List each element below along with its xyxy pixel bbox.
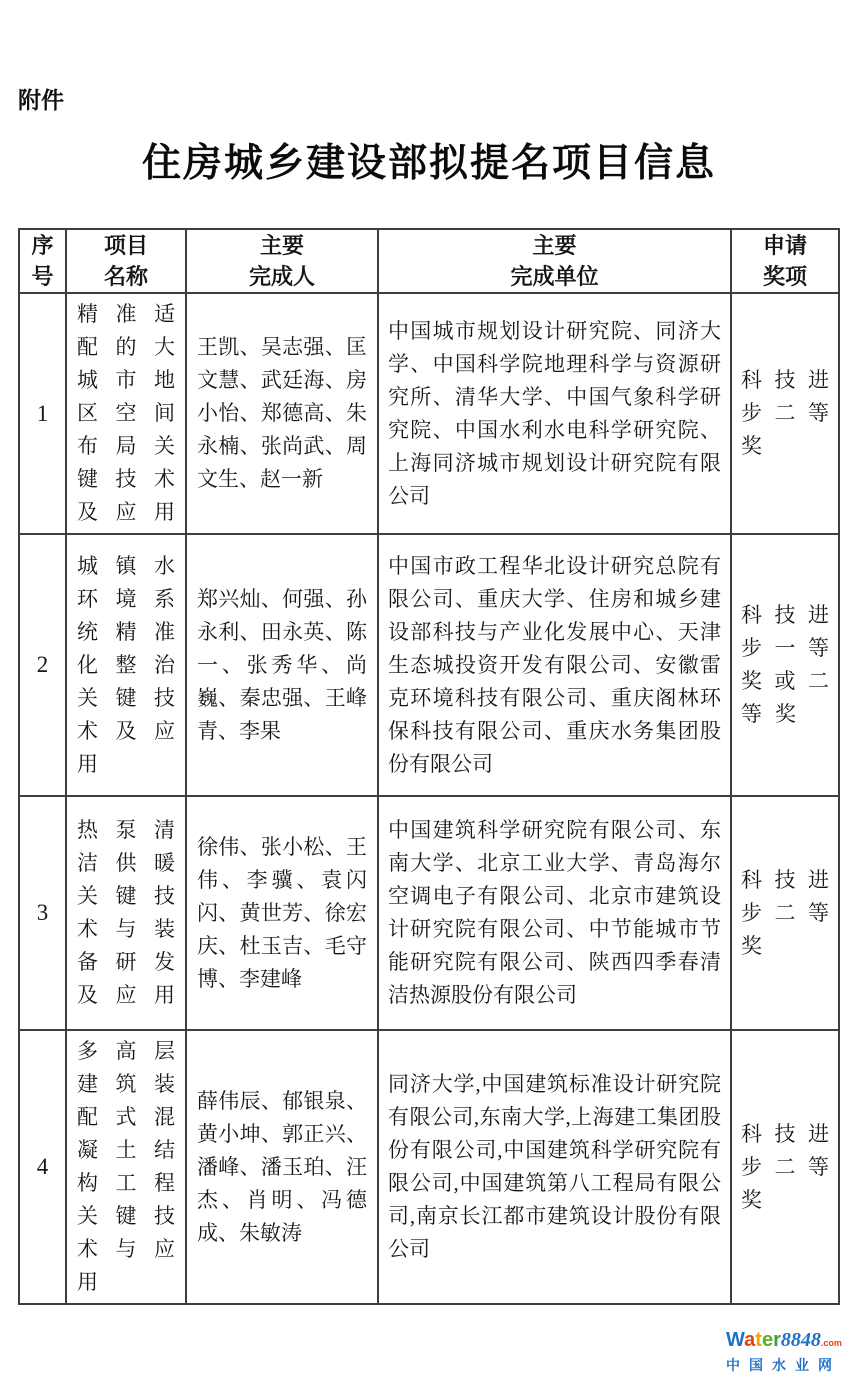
award-text: 科 技 进 步 一 等 奖 或 二 等 奖 <box>741 603 829 726</box>
page-title: 住房城乡建设部拟提名项目信息 <box>141 142 716 185</box>
cell-award <box>731 1030 839 1304</box>
header-row <box>19 229 839 293</box>
header-line: 奖项 <box>762 264 807 289</box>
table-row <box>19 796 839 1030</box>
cell-no: 1 <box>19 293 66 534</box>
cell-units: 中国城市规划设计研究院、同济大学、中国科学院地理科学与资源研究所、清华大学、中国气象科学研究院、中国水利水电科学研究院、上海同济城市规划设计研究院有限公司 <box>378 293 731 534</box>
cell-people: 郑兴灿、何强、孙永利、田永英、陈一、张秀华、尚巍、秦忠强、王峰青、李果 <box>186 534 378 796</box>
cell-award <box>731 534 839 796</box>
cell-project-name <box>66 293 186 534</box>
award-text: 科 技 进 步 二 等 奖 <box>741 867 829 958</box>
cell-people: 徐伟、张小松、王伟、李骥、袁闪闪、黄世芳、徐宏庆、杜玉吉、毛守博、李建峰 <box>186 796 378 1030</box>
cell-no: 3 <box>19 796 66 1030</box>
header-line: 完成单位 <box>510 264 599 289</box>
cell-project-name <box>66 1030 186 1304</box>
logo-wordmark <box>726 1330 848 1354</box>
header-people <box>186 229 378 293</box>
logo-subtitle: 中国水业网 <box>726 1357 841 1373</box>
header-line: 申请 <box>762 233 807 258</box>
logo-tld: .com <box>820 1338 842 1348</box>
logo-number: 8848 <box>780 1329 821 1351</box>
header-project-name <box>66 229 186 293</box>
header-line: 号 <box>31 264 54 289</box>
cell-units: 中国建筑科学研究院有限公司、东南大学、北京工业大学、青岛海尔空调电子有限公司、北京市建筑设计研究院有限公司、中节能城市节能研究院有限公司、陕西四季春清洁热源股份有限公司 <box>378 796 731 1030</box>
cell-no: 4 <box>19 1030 66 1304</box>
cell-no: 2 <box>19 534 66 796</box>
header-line: 序 <box>31 233 54 258</box>
project-name-text: 热 泵 清 洁 供 暖 关 键 技 术 与 装 备 研 发 及 应 用 <box>77 818 175 1007</box>
project-name-text: 城 镇 水 环 境 系 统 精 准 化 整 治 关 键 技 术 及 应 用 <box>77 553 175 776</box>
award-text: 科 技 进 步 二 等 奖 <box>741 1121 829 1212</box>
cell-project-name <box>66 796 186 1030</box>
award-text: 科 技 进 步 二 等 奖 <box>741 368 829 458</box>
cell-award <box>731 293 839 534</box>
header-no <box>19 229 66 293</box>
header-line: 项目 <box>103 233 148 258</box>
header-line: 完成人 <box>248 264 315 289</box>
logo-brand-letters: Water <box>726 1329 781 1351</box>
project-name-text: 精 准 适 配 的 大 城 市 地 区 空 间 布 局 关 键 技 术 及 应 用 <box>77 302 175 524</box>
cell-project-name <box>66 534 186 796</box>
cell-people: 薛伟辰、郁银泉、黄小坤、郭正兴、潘峰、潘玉珀、汪杰、肖明、冯德成、朱敏涛 <box>186 1030 378 1304</box>
cell-units: 中国市政工程华北设计研究总院有限公司、重庆大学、住房和城乡建设部科技与产业化发展中心、天津生态城投资开发有限公司、安徽雷克环境科技有限公司、重庆阁林环保科技有限公司、重庆水务集团股份有限公司 <box>378 534 731 796</box>
projects-table <box>18 228 840 1305</box>
cell-award <box>731 796 839 1030</box>
header-award <box>731 229 839 293</box>
cell-units: 同济大学,中国建筑标准设计研究院有限公司,东南大学,上海建工集团股份有限公司,中国建筑科学研究院有限公司,中国建筑第八工程局有限公司,南京长江都市建筑设计股份有限公司 <box>378 1030 731 1304</box>
header-line: 主要 <box>532 233 577 258</box>
project-name-text: 多 高 层 建 筑 装 配 式 混 凝 土 结 构 工 程 关 键 技 术 与 应 用 <box>77 1039 175 1294</box>
table-row <box>19 293 839 534</box>
attachment-label: 附件 <box>18 87 64 113</box>
header-line: 主要 <box>259 233 304 258</box>
water8848-logo <box>726 1330 848 1375</box>
header-line: 名称 <box>103 264 148 289</box>
table-row <box>19 1030 839 1304</box>
table-row <box>19 534 839 796</box>
cell-people: 王凯、吴志强、匡文慧、武廷海、房小怡、郑德高、朱永楠、张尚武、周文生、赵一新 <box>186 293 378 534</box>
header-units <box>378 229 731 293</box>
